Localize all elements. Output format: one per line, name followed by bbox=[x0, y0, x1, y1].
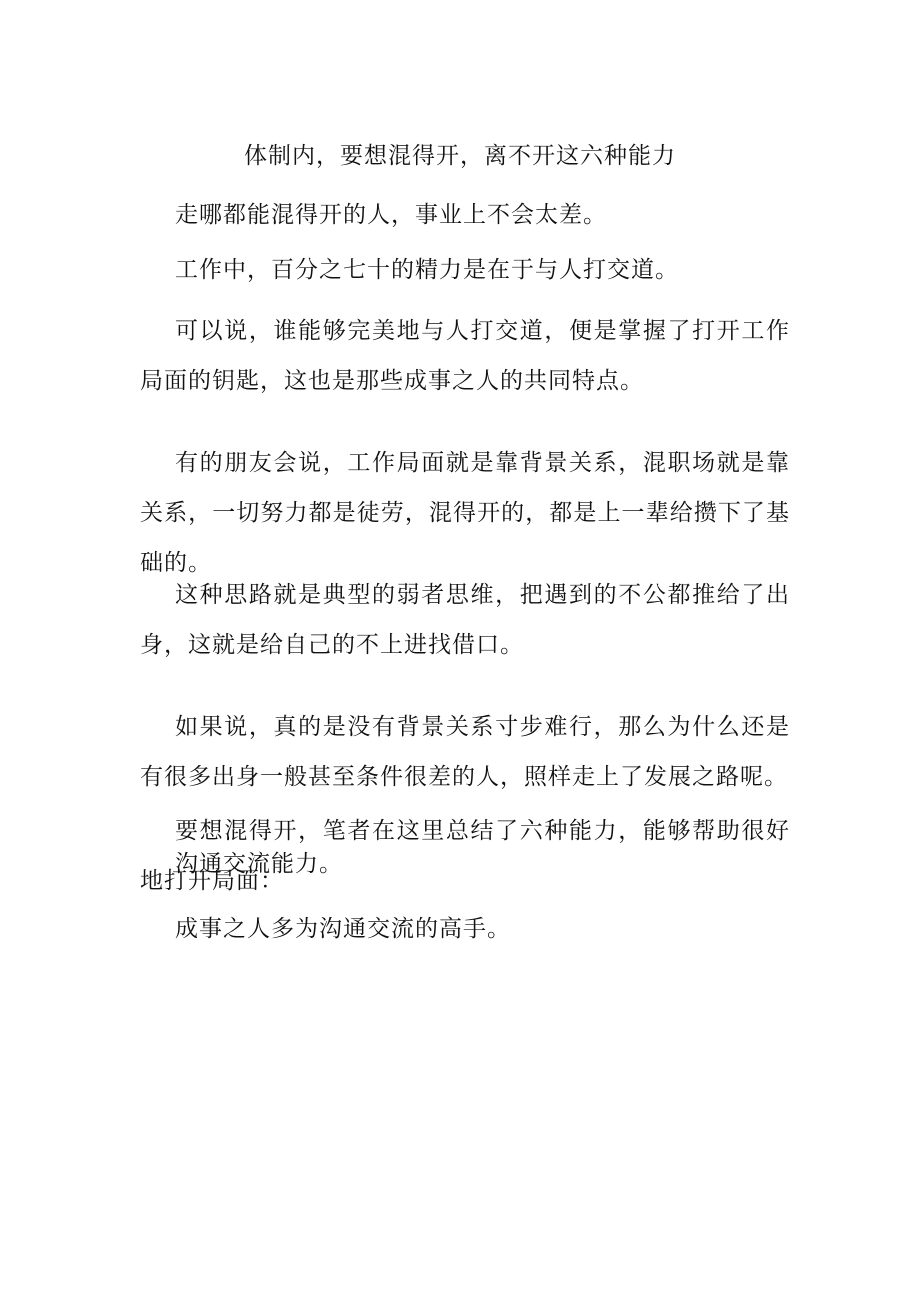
paragraph-2: 工作中，百分之七十的精力是在于与人打交道。 bbox=[175, 257, 679, 283]
paragraph-1: 走哪都能混得开的人，事业上不会太差。 bbox=[175, 202, 607, 228]
document-title: 体制内，要想混得开，离不开这六种能力 bbox=[244, 143, 676, 169]
paragraph-9: 成事之人多为沟通交流的高手。 bbox=[175, 916, 511, 942]
paragraph-8: 沟通交流能力。 bbox=[175, 851, 343, 877]
paragraph-7: 要想混得开，笔者在这里总结了六种能力，能够帮助很好地打开局面： bbox=[140, 818, 790, 894]
paragraph-5: 这种思路就是典型的弱者思维，把遇到的不公都推给了出身，这就是给自己的不上进找借口。 bbox=[140, 582, 790, 658]
paragraph-6: 如果说，真的是没有背景关系寸步难行，那么为什么还是有很多出身一般甚至条件很差的人，照样走上了发展之路呢。 bbox=[140, 714, 790, 790]
paragraph-3: 可以说，谁能够完美地与人打交道，便是掌握了打开工作局面的钥匙，这也是那些成事之人的共同特点。 bbox=[140, 318, 790, 394]
paragraph-4: 有的朋友会说，工作局面就是靠背景关系，混职场就是靠关系，一切努力都是徒劳，混得开的，都是上一辈给攒下了基础的。 bbox=[140, 450, 790, 576]
